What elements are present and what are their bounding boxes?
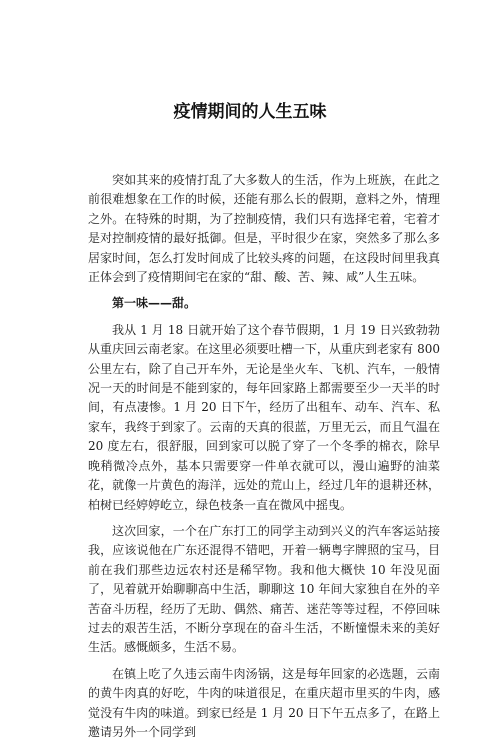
paragraph-journey-home: 我从 1 月 18 日就开始了这个春节假期，1 月 19 日兴致勃勃从重庆回云南老家。在这里必须要吐槽一下，从重庆到老家有 800 公里左右，除了自己开车外，无论是坐火车、飞机、汽车，一般情况一天的时间是不能到家的，每年回家路上都需要至少一天半的时间，有点凄惨。1 月 20 日下午，经历了出租车、动车、汽车、私家车，我终于到家了。云南的天真的很蓝，万里无云，而且气温在 20 度左右，很舒服，回到家可以脱了穿了一个冬季的棉衣，除早晚稍微冷点外，基本只需要穿一件单衣就可以，漫山遍野的油菜花，就像一片黄色的海洋，远处的荒山上，经过几年的退耕还林，柏树已经婷婷屹立，绿色枝条一直在微风中摇曳。 [88,322,440,512]
paragraph-beef-hotpot: 在镇上吃了久违云南牛肉汤锅，这是每年回家的必选题，云南的黄牛肉真的好吃，牛肉的味道很足，在重庆超市里买的牛肉，感觉没有牛肉的味道。到家已经是 1 月 20 日下午五点多了，在路上邀请另外一个同学到 [88,666,440,739]
paragraph-classmate: 这次回家，一个在广东打工的同学主动到兴义的汽车客运站接我，应该说他在广东还混得不错吧，开着一辆粤字牌照的宝马，目前在我们那些边远农村还是稀罕物。我和他大概快 10 年没见面了，见着就开始聊聊高中生活，聊聊这 10 年间大家独自在外的辛苦奋斗历程，经历了无助、偶然、痛苦、迷茫等等过程，不停回味过去的艰苦生活，不断分享现在的奋斗生活，不断憧憬未来的美好生活。感慨颇多，生活不易。 [88,523,440,655]
paragraph-intro: 突如其来的疫情打乱了大多数人的生活，作为上班族，在此之前很难想象在工作的时候，还能有那么长的假期，意料之外，情理之外。在特殊的时期，为了控制疫情，我们只有选择宅着，宅着才是对控制疫情的最好抵御。但是，平时很少在家，突然多了那么多居家时间，怎么打发时间成了比较头疼的问题，在这段时间里我真正体会到了疫情期间宅在家的“甜、酸、苦、辣、咸”人生五味。 [88,173,440,285]
document-title: 疫情期间的人生五味 [173,102,327,122]
section-heading-sweet: 第一味——甜。 [112,296,197,311]
document-body [88,171,440,749]
